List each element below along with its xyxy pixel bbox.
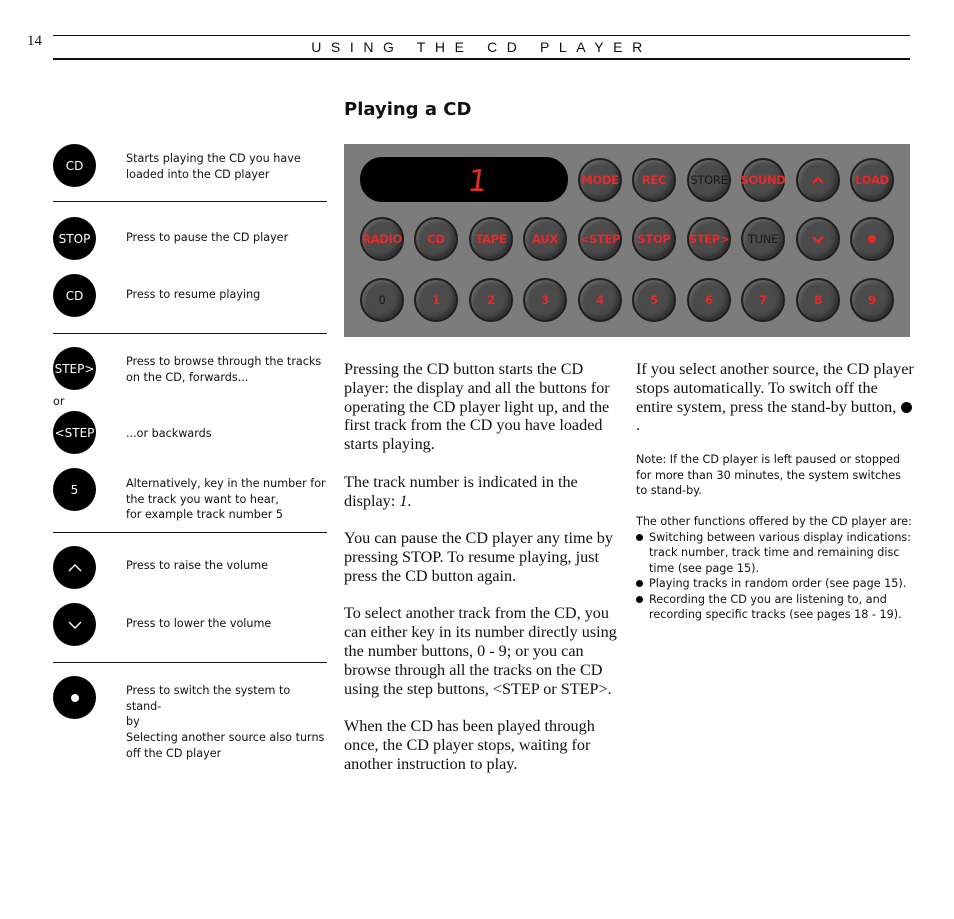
stop-button-icon: STOP (53, 217, 96, 260)
step-back-button-icon: <STEP (53, 411, 96, 454)
panel-store-button[interactable]: STORE (687, 158, 731, 202)
paragraph: You can pause the CD player any time by pressing STOP. To resume playing, just press the CD button again. (344, 529, 613, 585)
instruction-standby: Press to switch the system to stand- by (126, 684, 291, 728)
panel-sound-button[interactable]: SOUND (741, 158, 785, 202)
body-text-left (344, 360, 624, 792)
remote-control-panel (344, 144, 910, 337)
instruction-stop: Press to pause the CD player (126, 231, 289, 244)
panel-volume-up-button[interactable] (796, 158, 840, 202)
section-title: Playing a CD (344, 99, 472, 120)
page-number: 14 (27, 33, 42, 49)
chevron-down-icon (53, 603, 96, 646)
list-item: Recording the CD you are listening to, and recording specific tracks (see pages 18 - 19). (636, 592, 914, 623)
chevron-up-icon (53, 546, 96, 589)
panel-load-button[interactable]: LOAD (850, 158, 894, 202)
panel-radio-button[interactable]: RADIO (360, 217, 404, 261)
panel-stop-button[interactable]: STOP (632, 217, 676, 261)
divider (53, 662, 327, 663)
paragraph: If you select another source, the CD player stops automatically. To switch off the entire system, press the stand-by button, . (636, 360, 914, 435)
panel-number-0-button[interactable]: 0 (360, 278, 404, 322)
chevron-up-icon (811, 176, 825, 185)
paragraph: When the CD has been played through once, the CD player stops, waiting for another instruction to play. (344, 717, 595, 773)
instruction-step-forward: Press to browse through the tracks on the CD, forwards... (126, 355, 322, 384)
panel-number-5-button[interactable]: 5 (632, 278, 676, 322)
body-text-right (636, 360, 914, 454)
chevron-down-icon (811, 235, 825, 244)
panel-tape-button[interactable]: TAPE (469, 217, 513, 261)
standby-dot-icon (901, 402, 912, 413)
paragraph: To select another track from the CD, you can either key in its number directly using the number buttons, 0 - 9; or you can browse through all the tracks on the CD using the step buttons, <STEP or STEP>. (344, 604, 617, 698)
cd-button-icon: CD (53, 144, 96, 187)
panel-number-8-button[interactable]: 8 (796, 278, 840, 322)
panel-step-back-button[interactable]: <STEP (578, 217, 622, 261)
standby-dot-icon (867, 234, 877, 244)
divider (53, 333, 327, 334)
or-label: or (53, 395, 65, 408)
instruction-source-note: Selecting another source also turns off the CD player (126, 731, 325, 760)
panel-rec-button[interactable]: REC (632, 158, 676, 202)
paragraph: Pressing the CD button starts the CD player: the display and all the buttons for operating the CD player light up, and the first track from the CD you have loaded starts playing. (344, 360, 610, 454)
header-rule-bottom (53, 58, 910, 60)
display-track-number: 1 (465, 164, 490, 199)
panel-number-2-button[interactable]: 2 (469, 278, 513, 322)
instruction-volume-up: Press to raise the volume (126, 559, 268, 572)
instruction-cd-play: Starts playing the CD you have loaded into the CD player (126, 152, 301, 181)
panel-number-4-button[interactable]: 4 (578, 278, 622, 322)
instruction-resume: Press to resume playing (126, 288, 261, 301)
panel-number-7-button[interactable]: 7 (741, 278, 785, 322)
panel-display (360, 157, 568, 202)
list-item: Switching between various display indications: track number, track time and remaining disc time (see page 15). (636, 530, 914, 577)
panel-aux-button[interactable]: AUX (523, 217, 567, 261)
functions-list (636, 514, 914, 623)
panel-volume-down-button[interactable] (796, 217, 840, 261)
panel-number-9-button[interactable]: 9 (850, 278, 894, 322)
panel-tune-button[interactable]: TUNE (741, 217, 785, 261)
cd-button-icon: CD (53, 274, 96, 317)
list-item: Playing tracks in random order (see page 15). (636, 576, 914, 592)
standby-dot-icon (53, 676, 96, 719)
panel-number-1-button[interactable]: 1 (414, 278, 458, 322)
header-title: USING THE CD PLAYER (311, 39, 652, 55)
panel-standby-button[interactable] (850, 217, 894, 261)
divider (53, 201, 327, 202)
header-rule-top (53, 35, 910, 36)
panel-cd-button[interactable]: CD (414, 217, 458, 261)
instruction-number-key: Alternatively, key in the number for the track you want to hear, for example track number 5 (126, 477, 326, 521)
number-5-button-icon: 5 (53, 468, 96, 511)
divider (53, 532, 327, 533)
step-forward-button-icon: STEP> (53, 347, 96, 390)
paragraph: The track number is indicated in the display: 1. (344, 472, 578, 510)
functions-intro: The other functions offered by the CD player are: (636, 515, 912, 528)
instruction-volume-down: Press to lower the volume (126, 617, 272, 630)
panel-number-6-button[interactable]: 6 (687, 278, 731, 322)
panel-mode-button[interactable]: MODE (578, 158, 622, 202)
panel-step-forward-button[interactable]: STEP> (687, 217, 731, 261)
panel-number-3-button[interactable]: 3 (523, 278, 567, 322)
note-text: Note: If the CD player is left paused or stopped for more than 30 minutes, the system switches to stand-by. (636, 453, 901, 497)
instruction-step-back: ...or backwards (126, 427, 212, 440)
